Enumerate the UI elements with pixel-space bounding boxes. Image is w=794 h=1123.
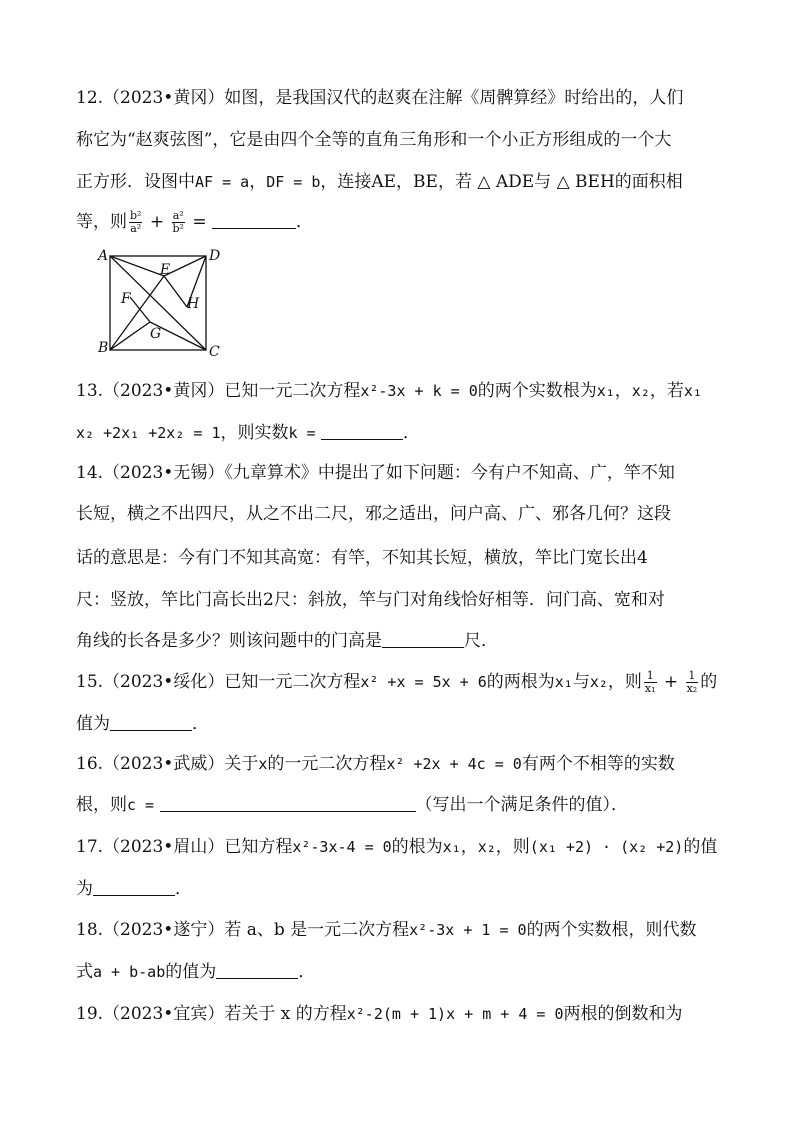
- q15-line-2: 值为 ．: [76, 714, 209, 734]
- fraction-1-over-x2: $\frac{1}{\text{x₂}}$: [686, 669, 698, 695]
- label-d: D: [209, 248, 221, 264]
- q14-line-5: 角线的长各是多少？则该问题中的门高是 尺．: [76, 631, 498, 651]
- q13-line-2: x₂ +2x₁ +2x₂ = 1，则实数k = ．: [76, 423, 420, 443]
- label-f: F: [121, 291, 131, 307]
- fraction-a2-over-b2: $\frac{\text{a²}}{\text{b²}}$: [172, 209, 184, 235]
- answer-blank: [382, 629, 464, 648]
- q14-line-4: 尺：竖放，竿比门高长出2尺：斜放，竿与门对角线恰好相等．问门高、宽和对: [76, 590, 665, 610]
- answer-blank: [160, 793, 416, 812]
- label-g: G: [150, 326, 162, 342]
- q14-line-2: 长短，横之不出四尺，从之不出二尺，邪之适出，问户高、广、邪各几何？这段: [76, 504, 671, 524]
- q14-line-1: 14.（2023•无锡）《九章算术》中提出了如下问题：今有户不知高、广，竿不知: [76, 463, 675, 483]
- fraction-b2-over-a2: $\frac{\text{b²}}{\text{a²}}$: [130, 209, 142, 235]
- label-b: B: [98, 340, 109, 356]
- q18-line-2: 式a + b-ab的值为 ．: [76, 962, 316, 982]
- label-c: C: [209, 344, 220, 358]
- q16-line-1: 16.（2023•武威）关于x的一元二次方程x² +2x + 4c = 0有两个不相等的实数: [76, 754, 675, 774]
- q16-line-2: 根，则c = （写出一个满足条件的值）．: [76, 795, 628, 815]
- q12-line-3: 正方形．设图中AF = a，DF = b，连接AE，BE，若 △ ADE与 △ BEH的面积相: [76, 172, 683, 192]
- fraction-1-over-x1: $\frac{1}{\text{x₁}}$: [644, 669, 656, 695]
- q14-line-3: 话的意思是：今有门不知其高宽：有竿，不知其长短，横放，竿比门宽长出4: [76, 548, 648, 568]
- q12-line-4: 等，则 $\frac{\text{b²}}{\text{a²}}$ + $\frac{\text{a²}}{\text{b²}}$ = ．: [76, 209, 314, 235]
- label-e: E: [160, 262, 171, 278]
- q17-line-1: 17.（2023•眉山）已知方程x²-3x-4 = 0的根为x₁，x₂，则(x₁ +2) · (x₂ +2)的值: [76, 837, 718, 857]
- answer-blank: [212, 210, 296, 229]
- answer-blank: [93, 877, 175, 896]
- q18-line-1: 18.（2023•遂宁）若 a、b 是一元二次方程x²-3x + 1 = 0的两个实数根，则代数: [76, 920, 697, 940]
- q15-line-1: 15.（2023•绥化）已知一元二次方程x² +x = 5x + 6的两根为x₁与x₂，则 $\frac{1}{\text{x₁}}$ + $\frac{1}{\text{x₂}}$ 的: [76, 669, 718, 695]
- zhao-shuang-diagram: [96, 246, 226, 358]
- q17-line-2: 为 ．: [76, 879, 192, 899]
- label-h: H: [187, 296, 200, 312]
- q12-line-2: 称它为“赵爽弦图”，它是由四个全等的直角三角形和一个小正方形组成的一个大: [76, 130, 672, 150]
- answer-blank: [216, 960, 298, 979]
- answer-blank: [321, 421, 403, 440]
- answer-blank: [110, 712, 192, 731]
- q19-line-1: 19.（2023•宜宾）若关于 x 的方程x²-2(m + 1)x + m + 4 = 0两根的倒数和为: [76, 1004, 683, 1024]
- q12-line-1: 12.（2023•黄冈）如图，是我国汉代的赵爽在注解《周髀算经》时给出的，人们: [76, 88, 684, 108]
- label-a: A: [98, 248, 109, 264]
- q13-line-1: 13.（2023•黄冈）已知一元二次方程x²-3x + k = 0的两个实数根为x₁，x₂，若x₁: [76, 381, 702, 401]
